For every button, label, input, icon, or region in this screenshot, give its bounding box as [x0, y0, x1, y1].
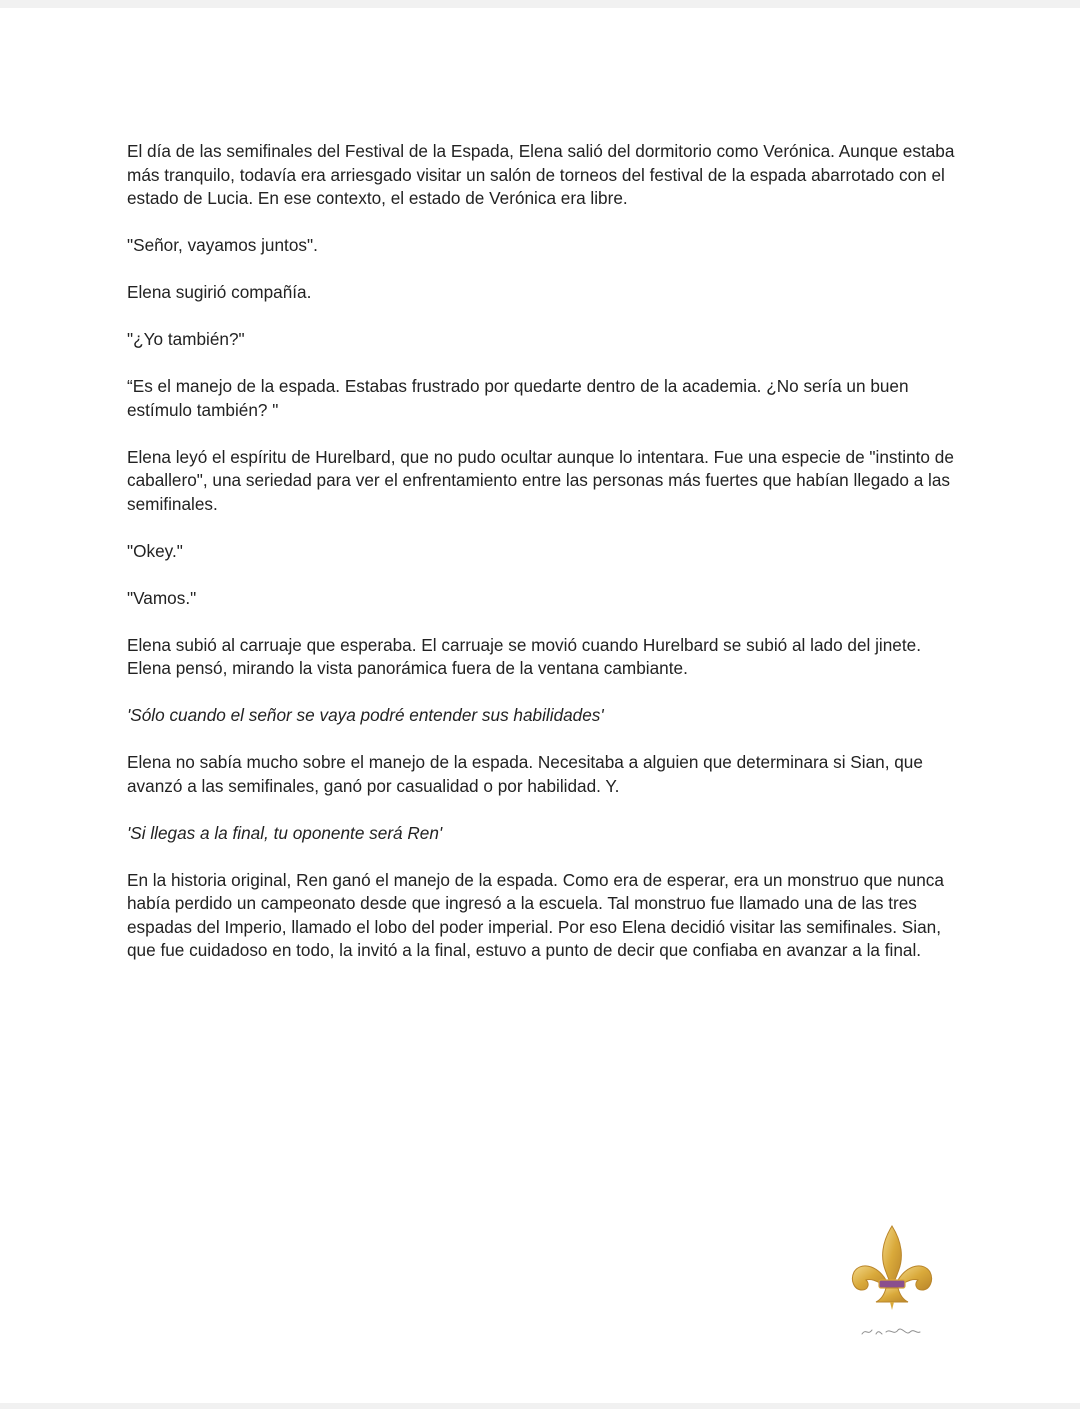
paragraph-8: "Vamos.": [127, 587, 197, 608]
paragraph-2: "Señor, vayamos juntos".: [127, 235, 318, 255]
paragraph-11: Elena no sabía mucho sobre el manejo de la espada. Necesitaba a alguien que determinara si Sian, que avanzó a las semifinales, ganó por casualidad o por habilidad. Y.: [127, 752, 923, 796]
paragraph-12-thought: 'Si llegas a la final, tu oponente será Ren': [127, 822, 443, 843]
paragraph-3: Elena sugirió compañía.: [127, 282, 312, 302]
watermark-logo: [846, 1220, 938, 1340]
paragraph-13: En la historia original, Ren ganó el manejo de la espada. Como era de esperar, era un monstruo que nunca había perdido un campeonato desde que ingresó a la escuela. Tal monstruo fue llamado una de las tres espadas del Imperio, llamado el lobo del poder imperial. Por eso Elena decidió visitar las semifinales. Sian, que fue cuidadoso en todo, la invitó a la final, estuvo a punto de decir que confiaba en avanzar a la final.: [127, 869, 944, 960]
paragraph-9: Elena subió al carruaje que esperaba. El carruaje se movió cuando Hurelbard se subió al lado del jinete. Elena pensó, mirando la vista panorámica fuera de la ventana cambiante.: [127, 634, 921, 678]
paragraph-1: El día de las semifinales del Festival de la Espada, Elena salió del dormitorio como Verónica. Aunque estaba más tranquilo, todavía era arriesgado visitar un salón de torneos del festival de la espada abarrotado con el estado de Lucia. En ese contexto, el estado de Verónica era libre.: [127, 141, 955, 208]
fleur-de-lis-icon: [846, 1220, 938, 1340]
paragraph-6: Elena leyó el espíritu de Hurelbard, que no pudo ocultar aunque lo intentara. Fue una especie de "instinto de caballero", una seriedad para ver el enfrentamiento entre las personas más fuertes que habían llegado a las semifinales.: [127, 446, 954, 514]
document-page: [0, 8, 1080, 1403]
paragraph-10-thought: 'Sólo cuando el señor se vaya podré entender sus habilidades': [127, 705, 604, 725]
document-body: [127, 140, 957, 986]
paragraph-7: "Okey.": [127, 540, 183, 561]
paragraph-5: “Es el manejo de la espada. Estabas frustrado por quedarte dentro de la academia. ¿No sería un buen estímulo también? ": [127, 376, 909, 420]
paragraph-4: "¿Yo también?": [127, 329, 245, 349]
